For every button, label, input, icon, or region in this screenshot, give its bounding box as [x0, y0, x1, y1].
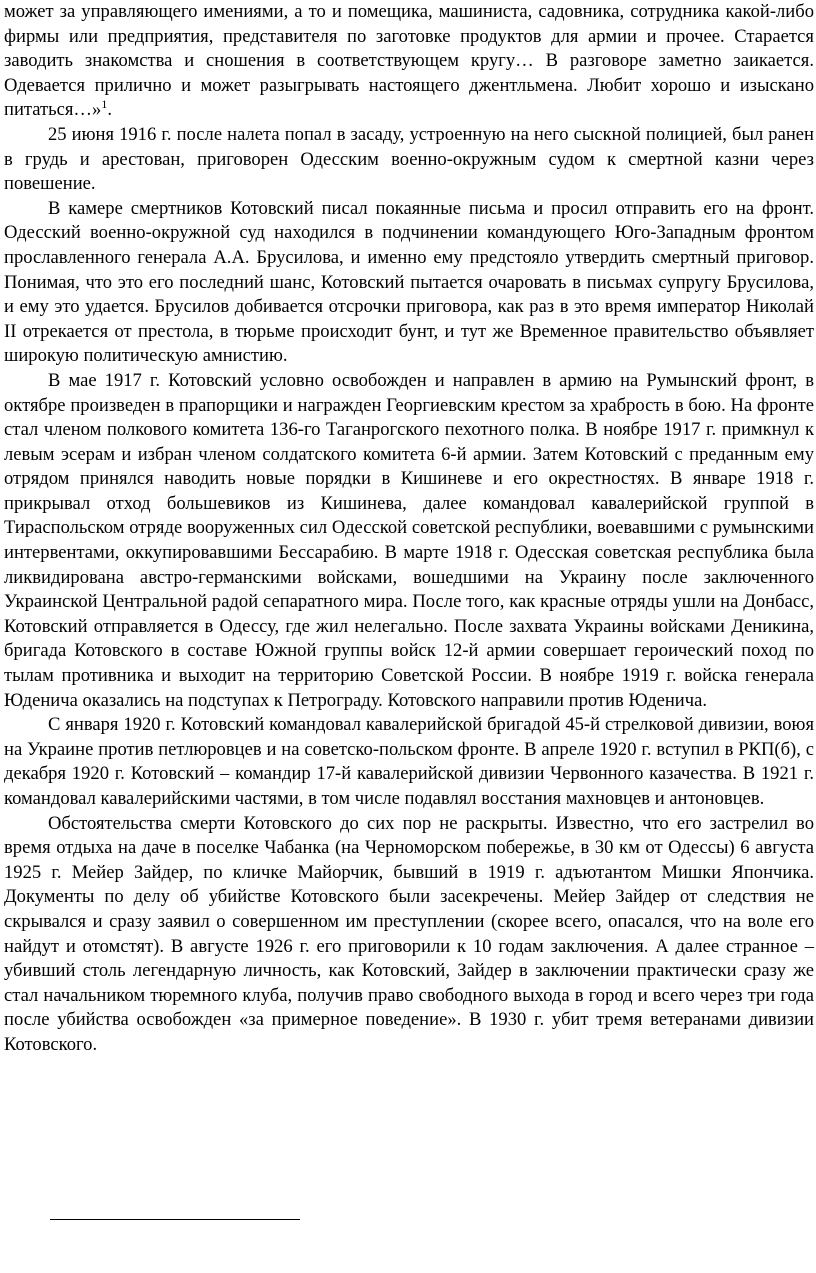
paragraph-continued: [4, 0, 814, 123]
paragraph-text: может за управляющего имениями, а то и помещика, машиниста, садовника, сотрудника какой-либо фирмы или предприятия, представителя по заготовке продуктов для армии и прочее. Старается заводить знакомства и сношения в соответствующем кругу… В разговоре заметно заикается. Одевается прилично и может разыгрывать настоящего джентльмена. Любит хорошо и изыскано питаться…»: [4, 1, 814, 121]
paragraph: В камере смертников Котовский писал покаянные письма и просил отправить его на фронт. Одесский военно-окружной суд находился в подчинении командующего Юго-Западным фронтом прославленного генерала А.А. Брусилова, и именно ему предстояло утвердить смертный приговор. Понимая, что это его последний шанс, Котовский пытается очаровать в письмах супругу Брусилова, и ему это удается. Брусилов добивается отсрочки приговора, как раз в это время император Николай II отрекается от престола, в тюрьме происходит бунт, и тут же Временное правительство объявляет широкую политическую амнистию.: [4, 197, 814, 367]
paragraph: Обстоятельства смерти Котовского до сих пор не раскрыты. Известно, что его застрелил во время отдыха на даче в поселке Чабанка (на Черноморском побережье, в 30 км от Одессы) 6 августа 1925 г. Мейер Зайдер, по кличке Майорчик, бывший в 1919 г. адъютантом Мишки Япончика. Документы по делу об убийстве Котовского были засекречены. Мейер Зайдер от следствия не скрывался и сразу заявил о совершенном им преступлении (скорее всего, опасался, что на воле его найдут и отомстят). В августе 1926 г. его приговорили к 10 годам заключения. А далее странное – убивший столь легендарную личность, как Котовский, Зайдер в заключении практически сразу же стал начальником тюремного клуба, получив право свободного выхода в город и всего через три года после убийства освобожден «за примерное поведение». В 1930 г. убит тремя ветеранами дивизии Котовского.: [4, 812, 814, 1055]
paragraph: 25 июня 1916 г. после налета попал в засаду, устроенную на него сыскной полицией, был ранен в грудь и арестован, приговорен Одесским военно-окружным судом к смертной казни через повешение.: [4, 123, 814, 195]
footnote-separator: [50, 1219, 300, 1220]
paragraph: С января 1920 г. Котовский командовал кавалерийской бригадой 45-й стрелковой дивизии, воюя на Украине против петлюровцев и на советско-польском фронте. В апреле 1920 г. вступил в РКП(б), с декабря 1920 г. Котовский – командир 17-й кавалерийской дивизии Червонного казачества. В 1921 г. командовал кавалерийскими частями, в том числе подавлял восстания махновцев и антоновцев.: [4, 714, 814, 809]
paragraph: В мае 1917 г. Котовский условно освобожден и направлен в армию на Румынский фронт, в октябре произведен в прапорщики и награжден Георгиевским крестом за храбрость в бою. На фронте стал членом полкового комитета 136-го Таганрогского пехотного полка. В ноябре 1917 г. примкнул к левым эсерам и избран членом солдатского комитета 6-й армии. Затем Котовский с преданным ему отрядом принялся наводить новые порядки в Кишиневе и его окрестностях. В январе 1918 г. прикрывал отход большевиков из Кишинева, далее командовал кавалерийской группой в Тираспольском отряде вооруженных сил Одесской советской республики, воевавшими с румынскими интервентами, оккупировавшими Бессарабию. В марте 1918 г. Одесская советская республика была ликвидирована австро-германскими войсками, вошедшими на Украину после заключенного Украинской Центральной радой сепаратного мира. После того, как красные отряды ушли на Донбасс, Котовский отправляется в Одессу, где жил нелегально. После захвата Украины войсками Деникина, бригада Котовского в составе Южной группы войск 12-й армии совершает героический поход по тылам противника и выходит на территорию Советской России. В ноябре 1919 г. войска генерала Юденича оказались на подступах к Петрограду. Котовского направили против Юденича.: [4, 369, 814, 711]
footnote-reference[interactable]: 1: [101, 97, 108, 112]
document-body: [4, 0, 814, 1058]
footnote-ref-trail: .: [107, 99, 112, 121]
